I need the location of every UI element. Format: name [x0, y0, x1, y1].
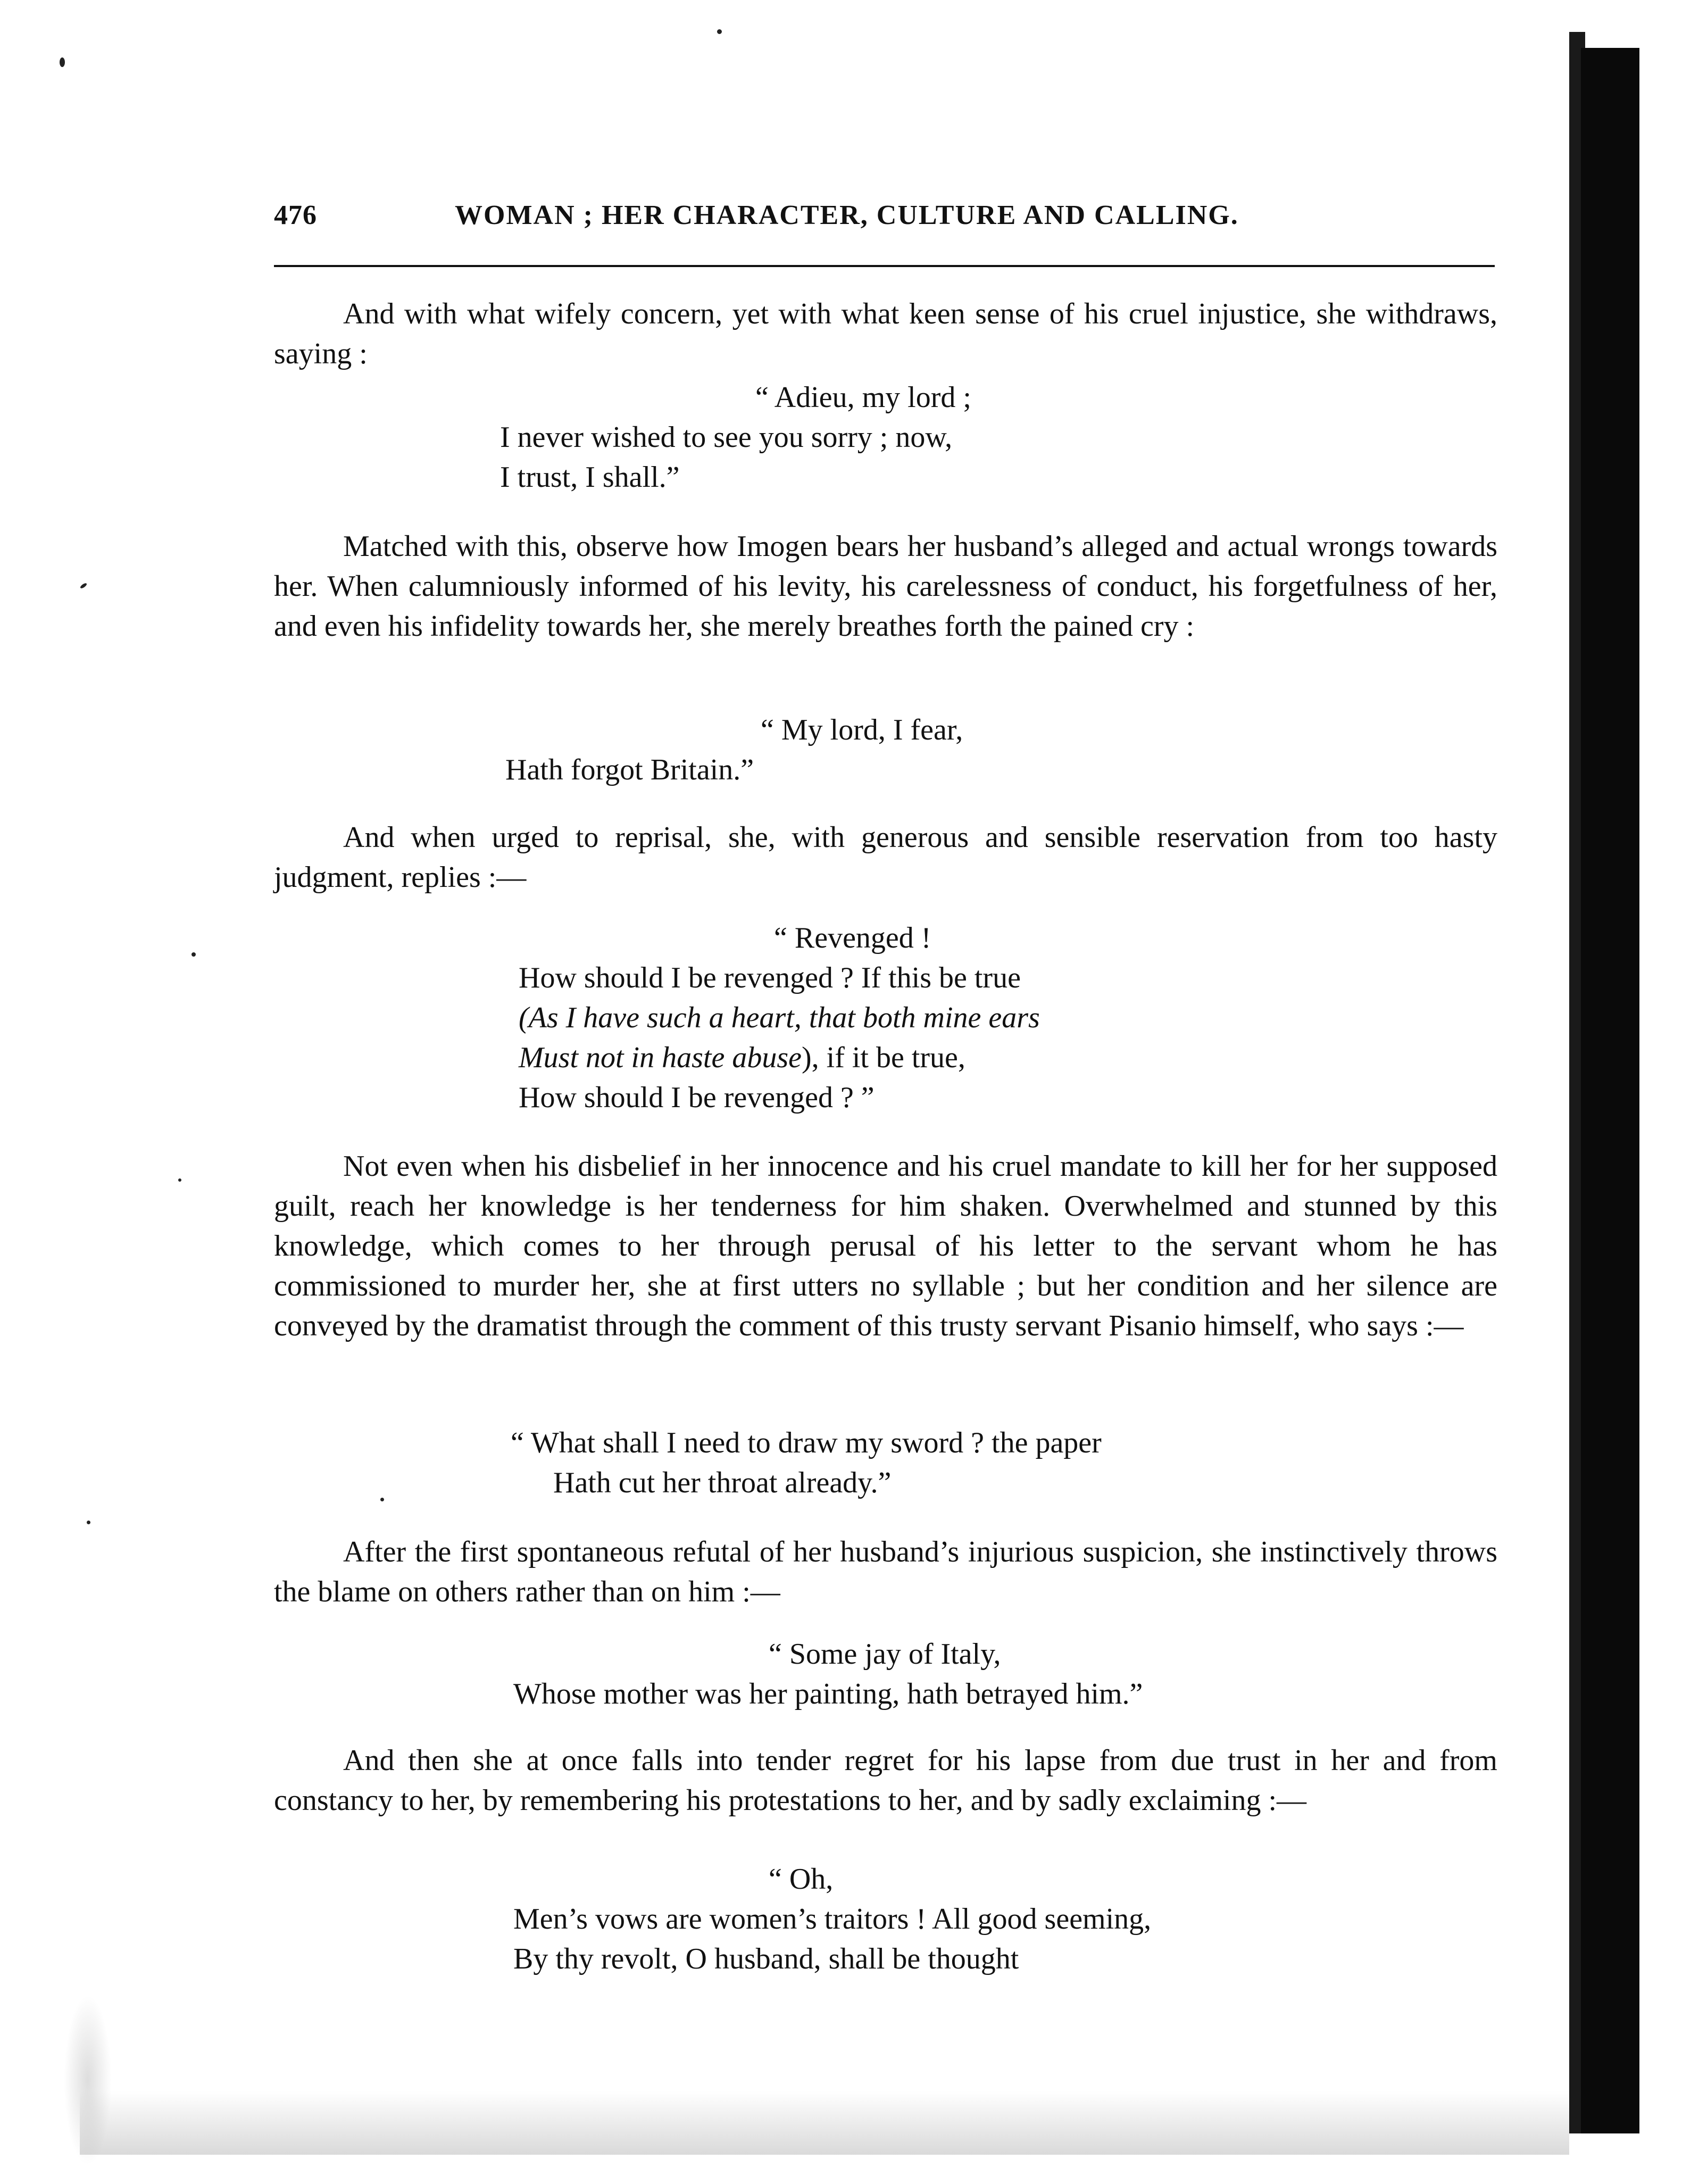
scan-smudge-left — [64, 1995, 112, 2165]
verse-line: I trust, I shall.” — [500, 461, 680, 494]
verse-line: By thy revolt, O husband, shall be thought — [513, 1942, 1019, 1975]
scan-speck — [60, 57, 65, 67]
scan-speck — [380, 1498, 384, 1501]
scan-speck — [191, 952, 196, 957]
verse-line: “ Adieu, my lord ; — [755, 381, 971, 414]
scan-speck — [80, 583, 88, 589]
verse-quote — [513, 1859, 1151, 1979]
verse-quote — [513, 1634, 1143, 1714]
paragraph: Matched with this, observe how Imogen bears her husband’s alleged and actual wrongs towards her. When calumniously informed of his levity, his carelessness of conduct, his forgetfulness of her, and even his infidelity towards her, she merely breathes forth the pained cry : — [274, 530, 1497, 643]
verse-line: Men’s vows are women’s traitors ! All good seeming, — [513, 1903, 1152, 1936]
binding-strip — [1581, 48, 1639, 2133]
scan-smudge-bottom — [80, 2091, 1569, 2155]
scan-speck — [178, 1178, 181, 1182]
verse-line: “ My lord, I fear, — [761, 713, 963, 746]
verse-line: “ Oh, — [769, 1863, 834, 1896]
verse-line: How should I be revenged ? ” — [519, 1081, 875, 1114]
running-title: WOMAN ; HER CHARACTER, CULTURE AND CALLING. — [455, 200, 1239, 230]
verse-line: Whose mother was her painting, hath betrayed him.” — [513, 1678, 1143, 1710]
page-number: 476 — [274, 200, 317, 230]
scan-speck — [87, 1521, 90, 1524]
verse-line: “ What shall I need to draw my sword ? the paper — [511, 1426, 1102, 1459]
verse-quote — [519, 918, 1040, 1118]
running-head — [274, 200, 1495, 242]
paragraph: Not even when his disbelief in her innocence and his cruel mandate to kill her for her supposed guilt, reach her knowledge is her tenderness for him shaken. Overwhelmed and stunned by this knowledge, which comes to her through perusal of his letter to the servant whom he has commissioned to murder her, she at first utters no syllable ; but her condition and her silence are conveyed by the dramatist through the comment of this trusty servant Pisanio himself, who says :— — [274, 1150, 1497, 1342]
verse-quote — [511, 1423, 1102, 1503]
header-rule — [274, 265, 1495, 267]
verse-line — [519, 1038, 1040, 1078]
paragraph: And then she at once falls into tender regret for his lapse from due trust in her and from constancy to her, by remembering his protestations to her, and by sadly exclaiming :— — [274, 1744, 1497, 1817]
paragraph: After the first spontaneous refutal of her husband’s injurious suspicion, she instinctively throws the blame on others rather than on him :— — [274, 1535, 1497, 1608]
paragraph: And with what wifely concern, yet with what keen sense of his cruel injustice, she withdraws, saying : — [274, 297, 1497, 370]
paragraph: And when urged to reprisal, she, with generous and sensible reservation from too hasty judgment, replies :— — [274, 821, 1497, 894]
verse-quote — [505, 710, 963, 790]
scan-speck — [717, 29, 722, 34]
verse-line: “ Some jay of Italy, — [769, 1638, 1001, 1671]
verse-quote — [500, 378, 971, 497]
verse-fragment: ), if it be true, — [801, 1041, 965, 1074]
verse-line: “ Revenged ! — [774, 921, 931, 954]
verse-line: Hath forgot Britain.” — [505, 753, 754, 786]
verse-italic-fragment: Must not in haste abuse — [519, 1041, 802, 1074]
verse-line: How should I be revenged ? If this be true — [519, 961, 1021, 994]
verse-line: Hath cut her throat already.” — [553, 1466, 892, 1499]
verse-line: I never wished to see you sorry ; now, — [500, 421, 953, 454]
verse-line-italic: (As I have such a heart, that both mine ears — [519, 1001, 1040, 1034]
